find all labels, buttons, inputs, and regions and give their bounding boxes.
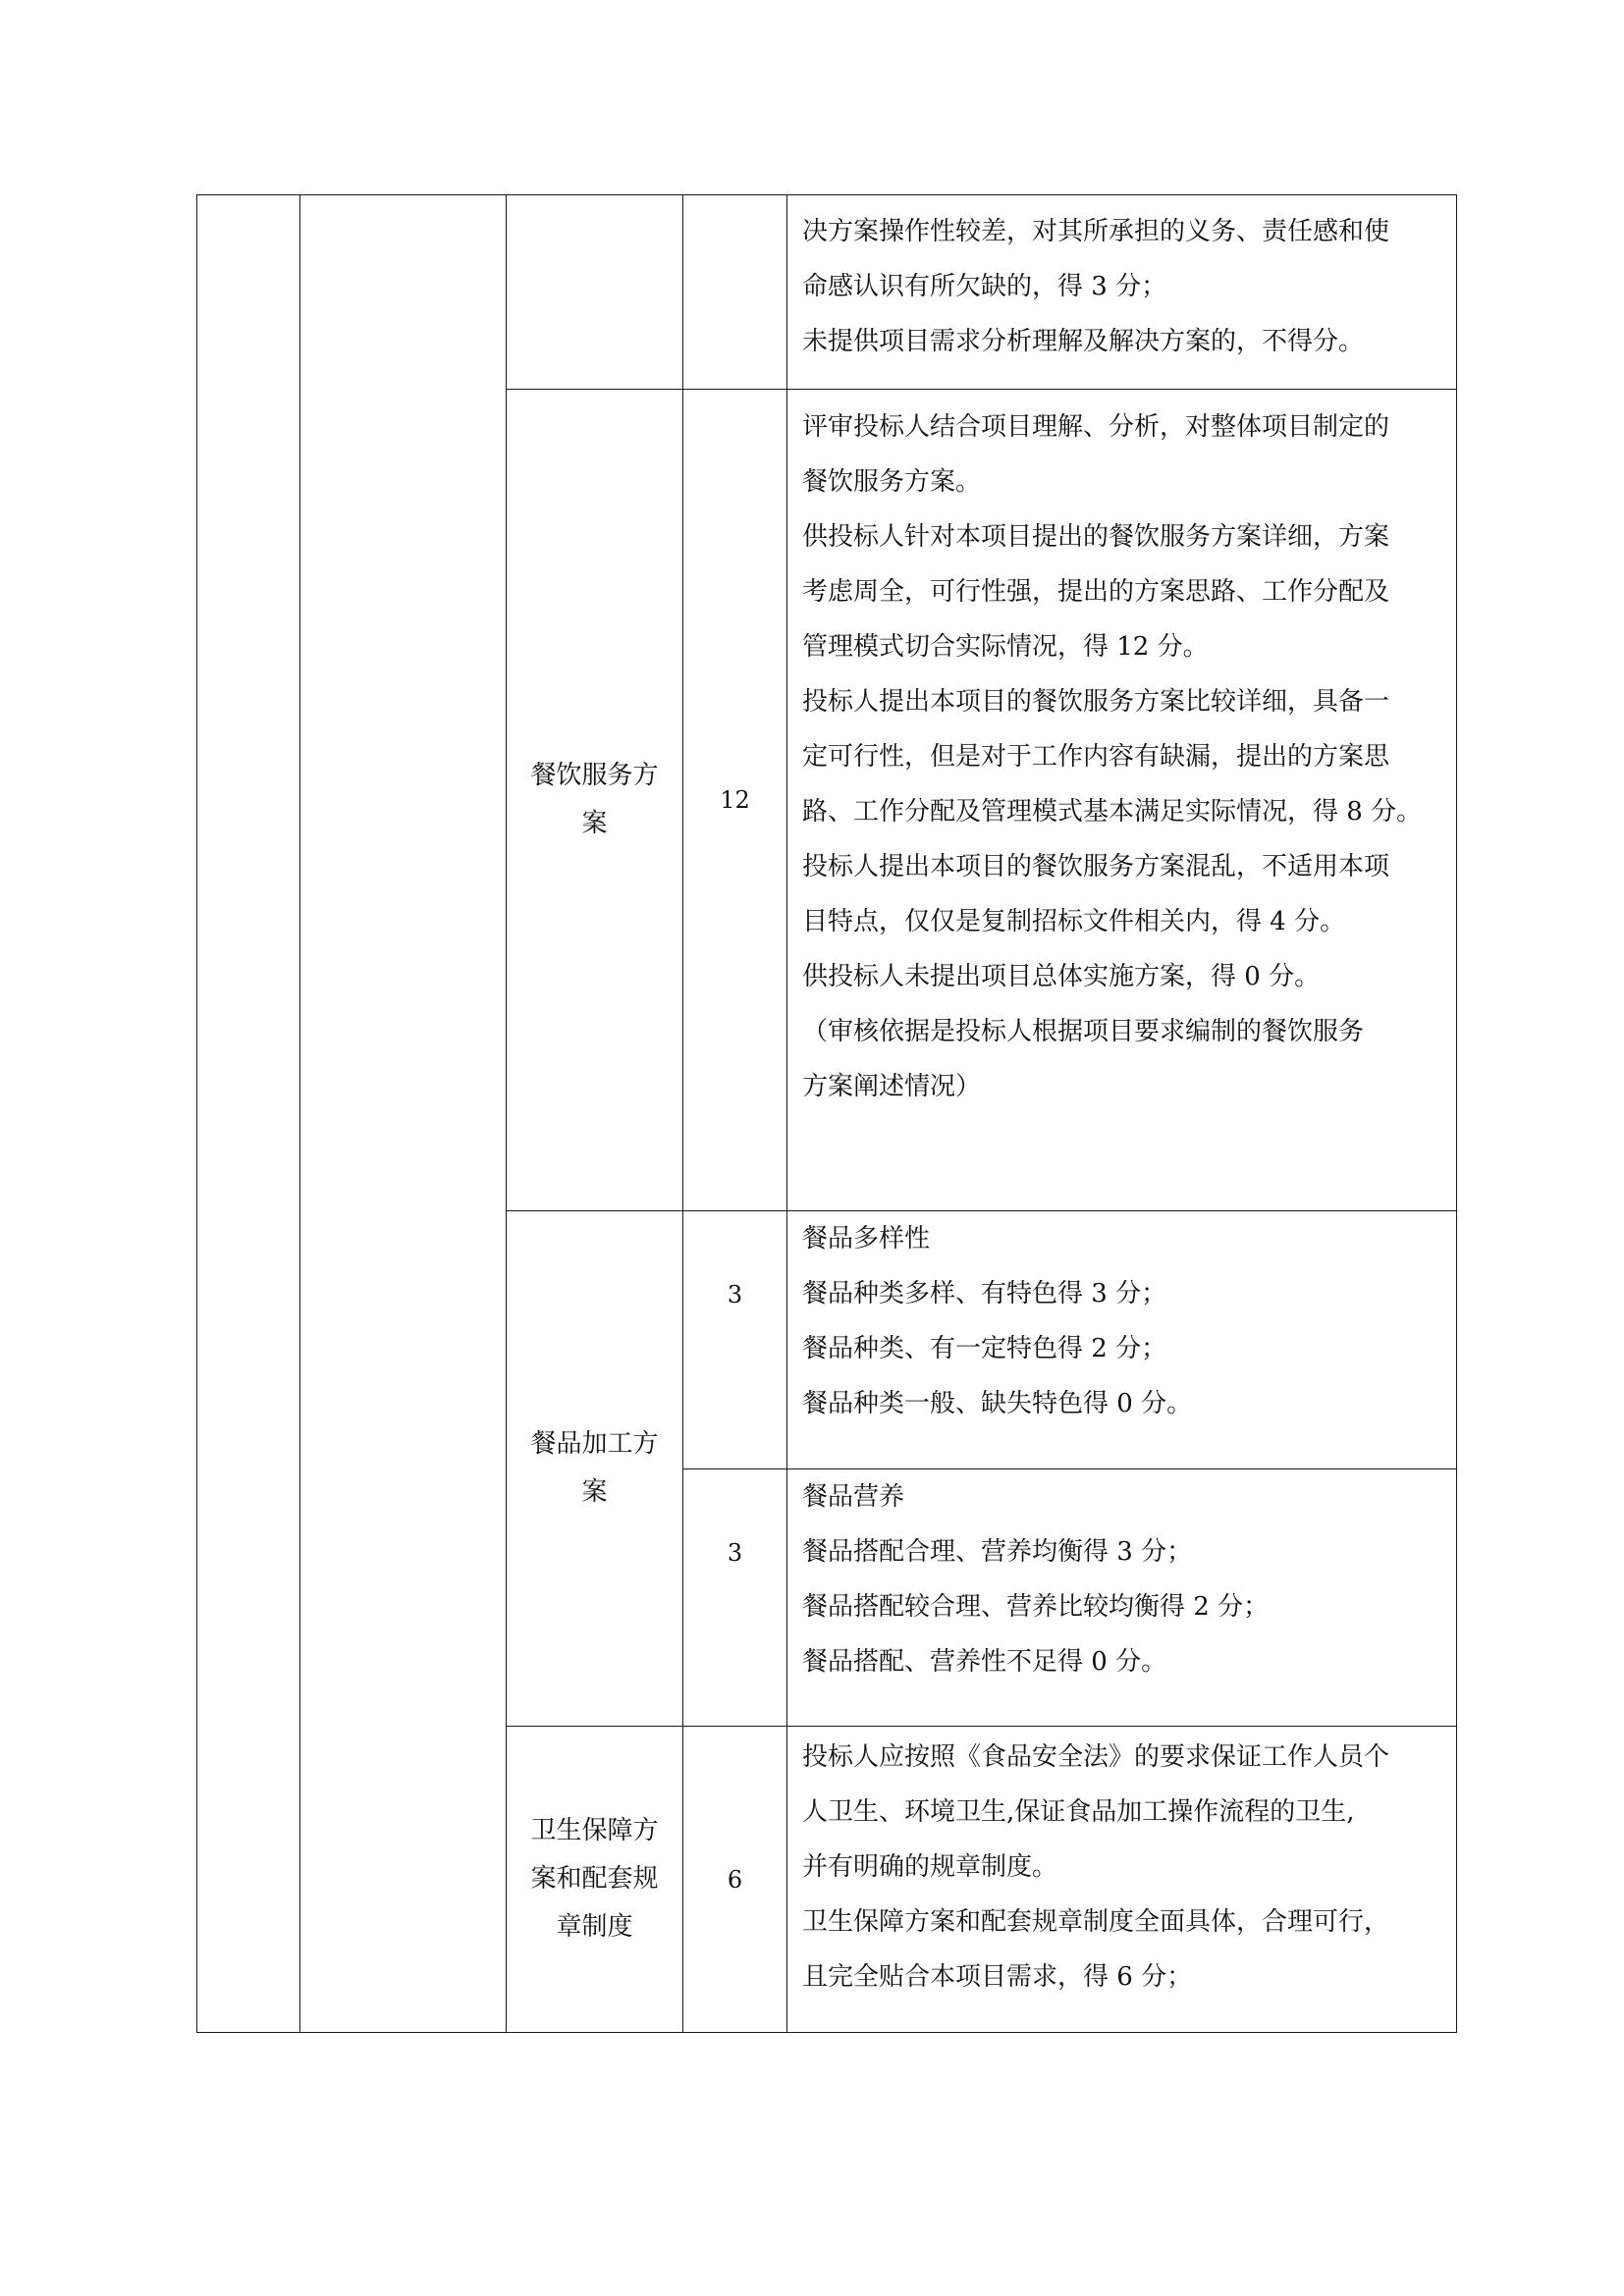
description-cell <box>787 1469 1457 1727</box>
desc-line: 决方案操作性较差，对其所承担的义务、责任感和使 <box>802 217 1390 246</box>
criterion-cell <box>507 1211 683 1727</box>
desc-line: 餐品搭配、营养性不足得 0 分。 <box>802 1647 1167 1677</box>
score-cell <box>683 1469 787 1727</box>
desc-line: 餐品搭配合理、营养均衡得 3 分； <box>802 1537 1193 1567</box>
score-cell <box>683 1727 787 2033</box>
score-value: 3 <box>727 1281 743 1308</box>
desc-line: 考虑周全，可行性强，提出的方案思路、工作分配及 <box>802 577 1390 607</box>
desc-line: 餐品种类、有一定特色得 2 分； <box>802 1334 1167 1363</box>
score-value: 3 <box>727 1539 743 1567</box>
desc-line: 餐饮服务方案。 <box>802 467 982 497</box>
scoring-table <box>196 194 1457 2033</box>
description-cell <box>787 1727 1457 2033</box>
desc-line: 投标人提出本项目的餐饮服务方案比较详细，具备一 <box>802 687 1390 717</box>
desc-line: 餐品种类多样、有特色得 3 分； <box>802 1279 1167 1308</box>
table-row <box>197 195 1457 390</box>
desc-line: 供投标人未提出项目总体实施方案，得 0 分。 <box>802 962 1321 991</box>
criterion-label: 餐品加工方案 <box>530 1429 659 1507</box>
score-value: 12 <box>720 786 750 814</box>
score-cell <box>683 1211 787 1469</box>
score-value: 6 <box>727 1865 743 1894</box>
desc-line: 方案阐述情况） <box>802 1072 982 1101</box>
score-cell <box>683 195 787 390</box>
score-cell <box>683 390 787 1211</box>
criterion-cell <box>507 390 683 1211</box>
desc-line: 人卫生、环境卫生,保证食品加工操作流程的卫生, <box>802 1797 1355 1827</box>
desc-line: （审核依据是投标人根据项目要求编制的餐饮服务 <box>802 1017 1365 1046</box>
criterion-cell <box>507 1727 683 2033</box>
desc-line: 未提供项目需求分析理解及解决方案的，不得分。 <box>802 327 1365 356</box>
desc-line: 餐品搭配较合理、营养比较均衡得 2 分； <box>802 1592 1270 1622</box>
desc-line: 投标人应按照《食品安全法》的要求保证工作人员个 <box>802 1742 1390 1772</box>
desc-line: 路、工作分配及管理模式基本满足实际情况，得 8 分。 <box>802 797 1423 827</box>
desc-line: 供投标人针对本项目提出的餐饮服务方案详细，方案 <box>802 522 1390 552</box>
desc-line: 定可行性，但是对于工作内容有缺漏，提出的方案思 <box>802 742 1390 772</box>
desc-line: 且完全贴合本项目需求，得 6 分； <box>802 1962 1193 1992</box>
desc-line: 卫生保障方案和配套规章制度全面具体，合理可行， <box>802 1907 1390 1937</box>
criterion-label: 卫生保障方案和配套规章制度 <box>530 1816 659 1942</box>
description-cell <box>787 1211 1457 1469</box>
criterion-label: 餐饮服务方案 <box>530 761 659 838</box>
description-cell <box>787 390 1457 1211</box>
desc-line: 并有明确的规章制度。 <box>802 1852 1058 1882</box>
desc-line: 评审投标人结合项目理解、分析，对整体项目制定的 <box>802 412 1390 442</box>
desc-line: 管理模式切合实际情况，得 12 分。 <box>802 632 1209 662</box>
desc-line: 餐品营养 <box>802 1482 905 1512</box>
desc-line: 投标人提出本项目的餐饮服务方案混乱，不适用本项 <box>802 852 1390 881</box>
criterion-cell <box>507 195 683 390</box>
description-cell <box>787 195 1457 390</box>
item-column-cell <box>300 195 507 2033</box>
index-column-cell <box>197 195 300 2033</box>
desc-line: 餐品种类一般、缺失特色得 0 分。 <box>802 1389 1193 1418</box>
desc-line: 命感认识有所欠缺的，得 3 分； <box>802 272 1167 301</box>
desc-line: 目特点，仅仅是复制招标文件相关内，得 4 分。 <box>802 907 1346 936</box>
desc-line: 餐品多样性 <box>802 1224 931 1254</box>
